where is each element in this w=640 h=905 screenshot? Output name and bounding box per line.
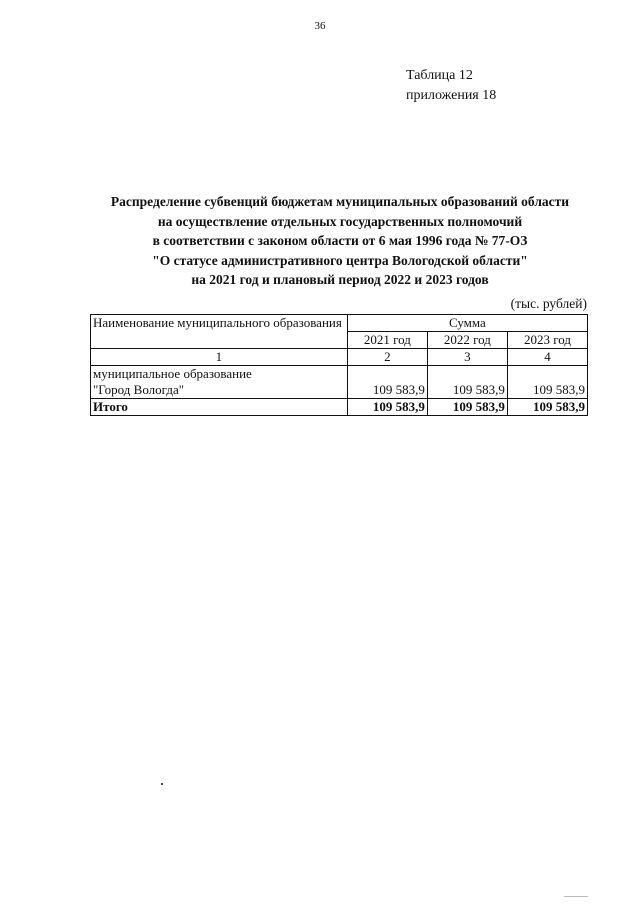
column-number: 2 <box>347 349 427 366</box>
column-number: 3 <box>427 349 507 366</box>
header-year-2021: 2021 год <box>347 332 427 349</box>
total-2022: 109 583,9 <box>427 399 507 416</box>
total-row <box>91 399 588 416</box>
title-line-1: Распределение субвенций бюджетам муниципальных образований области <box>110 194 570 209</box>
municipality-name-line-1: муниципальное образование <box>93 366 252 381</box>
document-title <box>90 192 590 290</box>
units-label: (тыс. рублей) <box>510 296 587 311</box>
value-2023: 109 583,9 <box>507 366 587 399</box>
scan-mark <box>564 896 588 897</box>
header-sum: Сумма <box>347 315 587 332</box>
page-number: 36 <box>314 20 326 32</box>
total-label: Итого <box>91 399 348 416</box>
column-numbers-row <box>91 349 588 366</box>
title-line-2: на осуществление отдельных государственных полномочий <box>157 213 523 229</box>
subvention-table <box>90 314 588 416</box>
table-number: Таблица 12 <box>406 68 473 83</box>
column-number: 1 <box>91 349 348 366</box>
column-number: 4 <box>507 349 587 366</box>
value-2022: 109 583,9 <box>427 366 507 399</box>
municipality-name <box>91 366 348 399</box>
header-year-2022: 2022 год <box>427 332 507 349</box>
table-header-row <box>91 315 588 332</box>
total-2021: 109 583,9 <box>347 399 427 416</box>
table-row <box>91 366 588 399</box>
municipality-name-line-2: "Город Вологда" <box>93 382 185 397</box>
title-line-4: "О статусе административного центра Вологодской области" <box>152 252 528 268</box>
appendix-number: приложения 18 <box>406 88 497 103</box>
title-line-5: на 2021 год и плановый период 2022 и 2023 годов <box>191 272 489 287</box>
header-municipality: Наименование муниципального образования <box>91 315 348 349</box>
title-line-3: в соответствии с законом области от 6 мая 1996 года № 77-ОЗ <box>152 233 528 248</box>
scan-dot <box>161 783 163 785</box>
header-year-2023: 2023 год <box>507 332 587 349</box>
total-2023: 109 583,9 <box>507 399 587 416</box>
table-reference <box>406 66 496 106</box>
value-2021: 109 583,9 <box>347 366 427 399</box>
